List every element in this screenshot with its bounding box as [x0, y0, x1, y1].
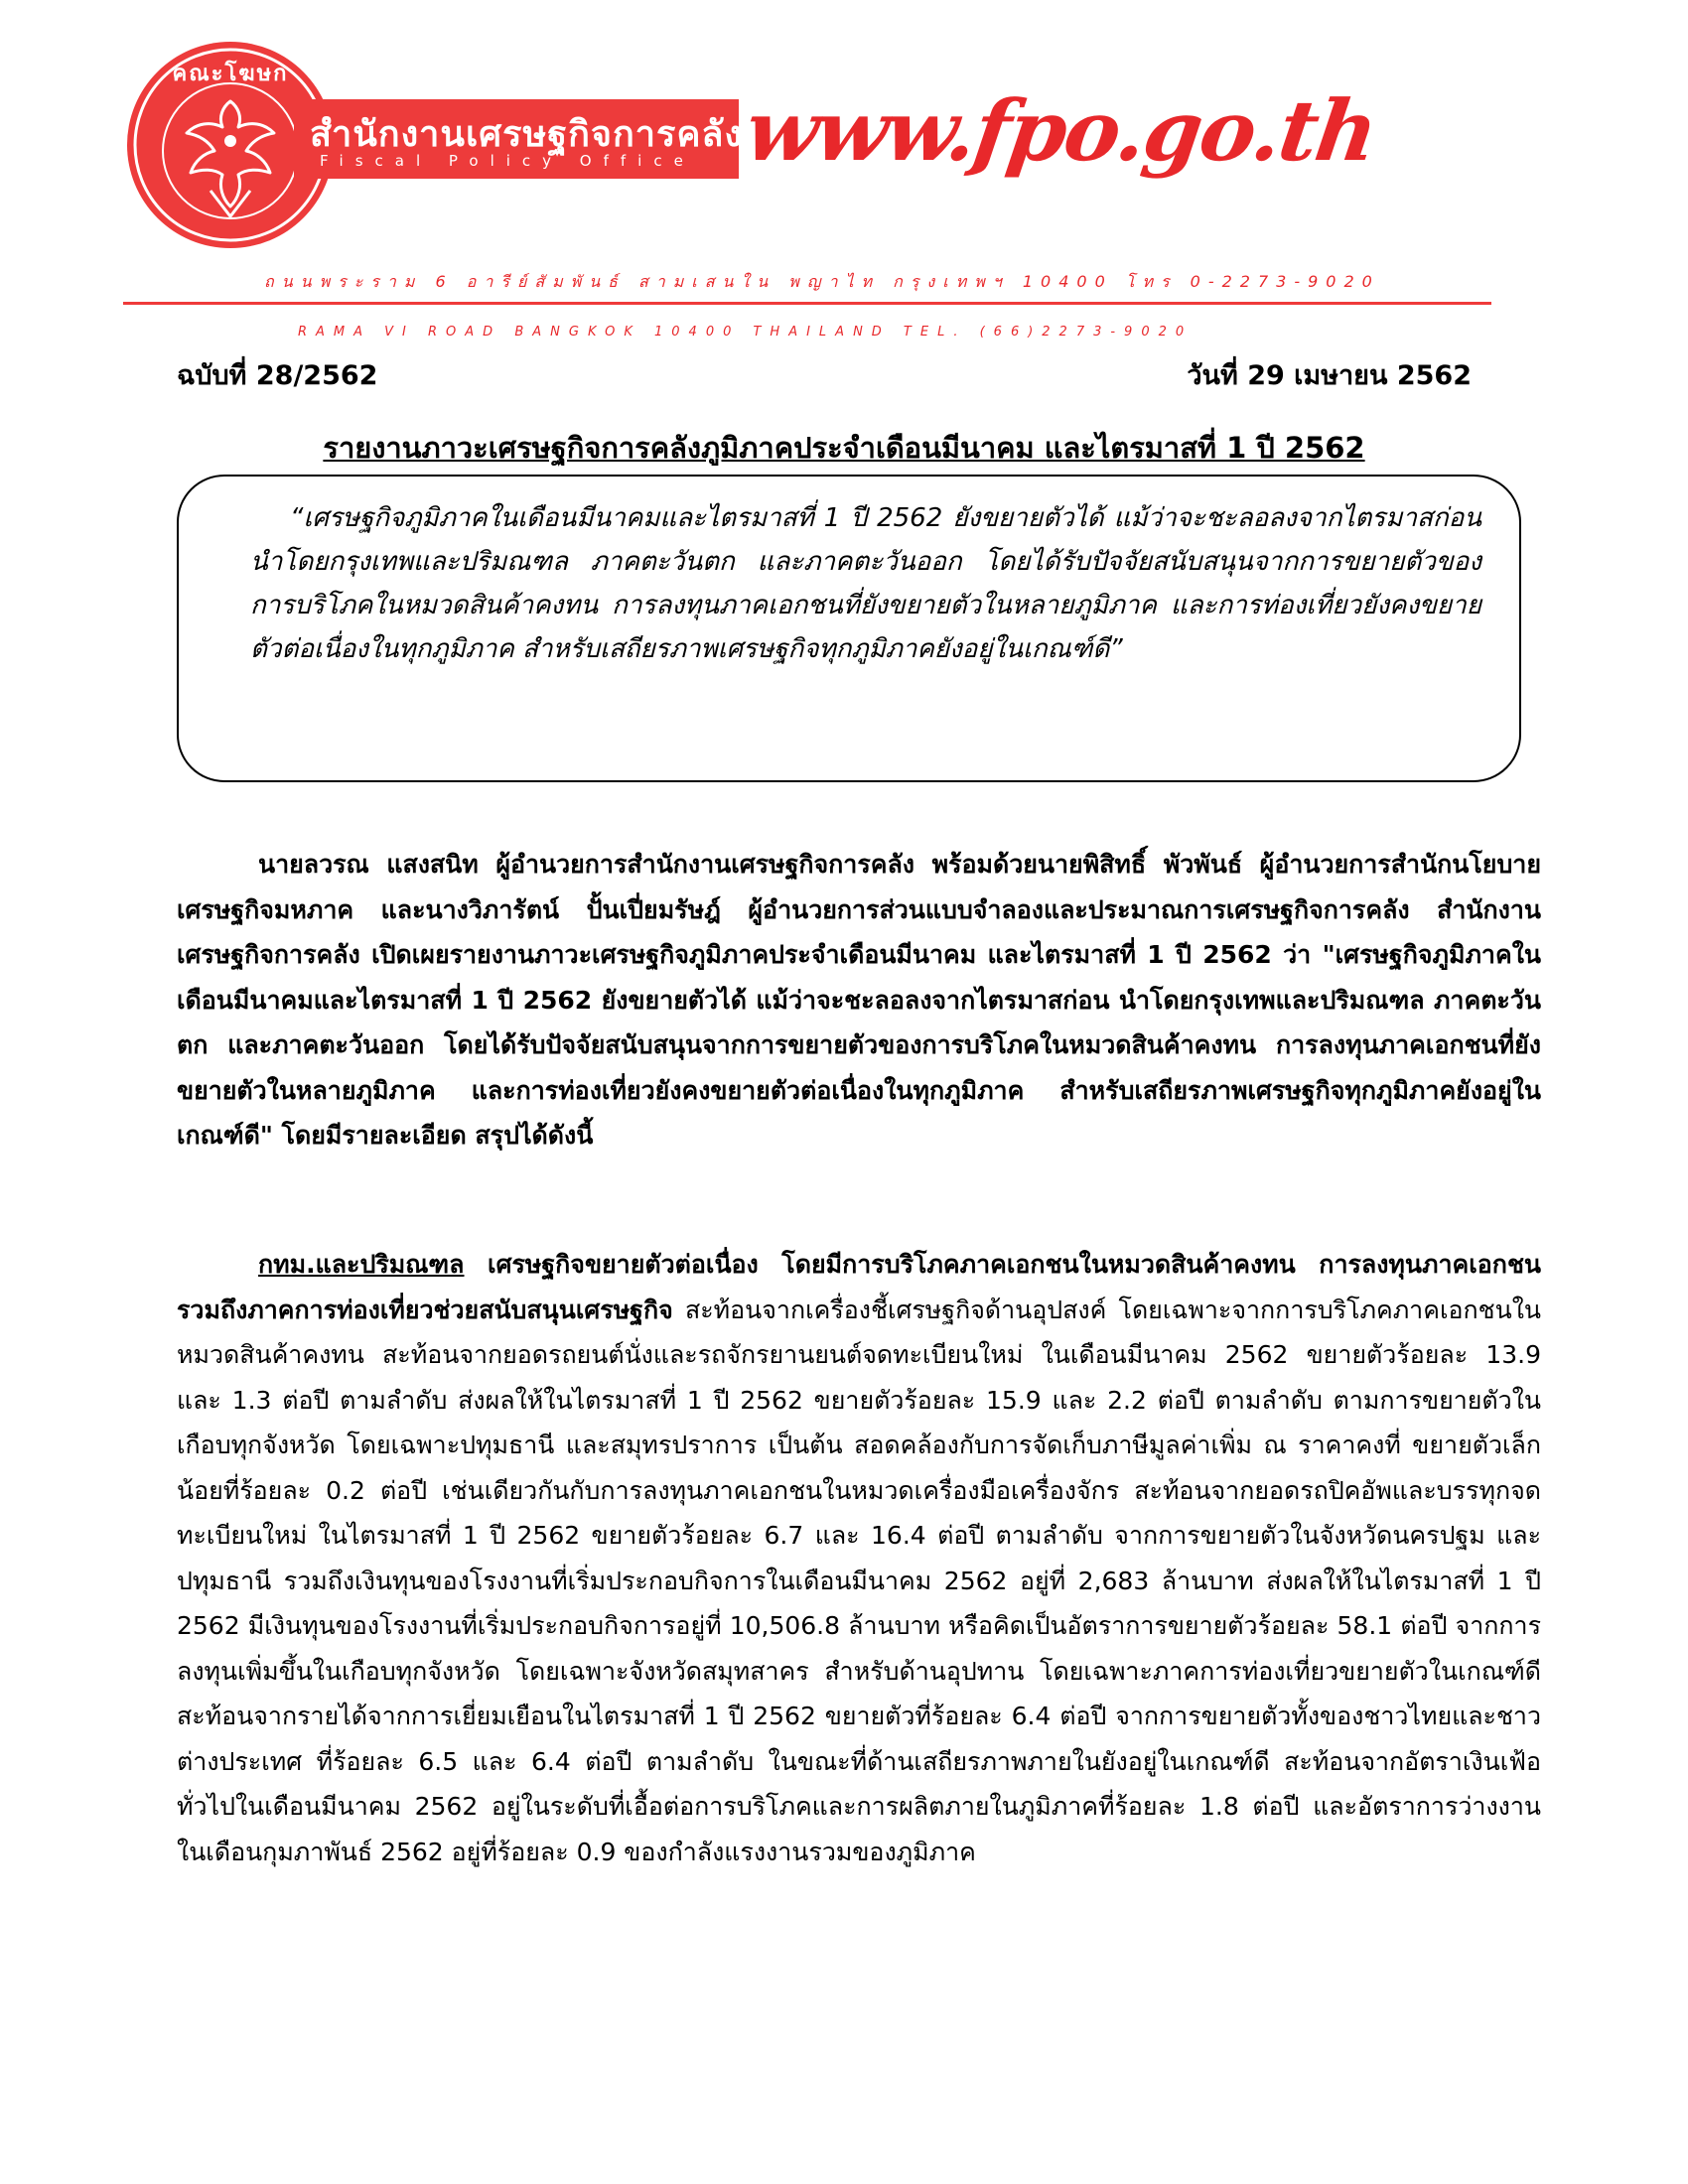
issue-date: วันที่ 29 เมษายน 2562 [1187, 360, 1472, 391]
summary-quote: “เศรษฐกิจภูมิภาคในเดือนมีนาคมและไตรมาสที่ 1 ปี 2562 ยังขยายตัวได้ แม้ว่าจะชะลอลงจากไตรมาสก่อน นำโดยกรุงเทพและปริมณฑล ภาคตะวันตก และภาคตะวันออก โดยได้รับปัจจัยสนับสนุนจากการขยายตัวของการบริโภคในหมวดสินค้าคงทน การลงทุนภาคเอกชนที่ยังขยายตัวในหลายภูมิภาค และการท่องเที่ยวยังคงขยายตัวต่อเนื่องในทุกภูมิภาค สำหรับเสถียรภาพเศรษฐกิจทุกภูมิภาคยังอยู่ในเกณฑ์ดี” [250, 503, 1481, 664]
office-banner [294, 99, 744, 179]
address-en: RAMA VI ROAD BANGKOK 10400 THAILAND TEL. (66)2273-9020 [298, 325, 1194, 340]
intro-paragraph: นายลวรณ แสงสนิท ผู้อำนวยการสำนักงานเศรษฐกิจการคลัง พร้อมด้วยนายพิสิทธิ์ พัวพันธ์ ผู้อำนวยการสำนักนโยบายเศรษฐกิจมหภาค และนางวิภารัตน์ ปั้นเปี่ยมรัษฎ์ ผู้อำนวยการส่วนแบบจำลองและประมาณการเศรษฐกิจการคลัง สำนักงานเศรษฐกิจการคลัง เปิดเผยรายงานภาวะเศรษฐกิจภูมิภาคประจำเดือนมีนาคม และไตรมาสที่ 1 ปี 2562 ว่า "เศรษฐกิจภูมิภาคในเดือนมีนาคมและไตรมาสที่ 1 ปี 2562 ยังขยายตัวได้ แม้ว่าจะชะลอลงจากไตรมาสก่อน นำโดยกรุงเทพและปริมณฑล ภาคตะวันตก และภาคตะวันออก โดยได้รับปัจจัยสนับสนุนจากการขยายตัวของการบริโภคในหมวดสินค้าคงทน การลงทุนภาคเอกชนที่ยังขยายตัวในหลายภูมิภาค และการท่องเที่ยวยังคงขยายตัวต่อเนื่องในทุกภูมิภาค สำหรับเสถียรภาพเศรษฐกิจทุกภูมิภาคยังอยู่ในเกณฑ์ดี" โดยมีรายละเอียด สรุปได้ดังนี้ [177, 850, 1541, 1150]
bkk-region-heading: กทม.และปริมณฑล [258, 1250, 465, 1279]
bkk-lead-sentence: เศรษฐกิจขยายตัวต่อเนื่อง โดยมีการบริโภคภาคเอกชนในหมวดสินค้าคงทน การลงทุนภาคเอกชน รวมถึงภาคการท่องเที่ยวช่วยสนับสนุนเศรษฐกิจ [177, 1250, 1541, 1324]
header-divider [123, 302, 1491, 305]
office-name-en: Fiscal Policy Office [320, 152, 695, 170]
website-url[interactable]: www.fpo.go.th [740, 81, 1382, 180]
address-th: ถนนพระราม 6 อารีย์สัมพันธ์ สามเสนใน พญาไท กรุงเทพฯ 10400 โทร 0-2273-9020 [264, 272, 1380, 291]
report-title: รายงานภาวะเศรษฐกิจการคลังภูมิภาคประจำเดือนมีนาคม และไตรมาสที่ 1 ปี 2562 [323, 431, 1365, 465]
office-name-th: สำนักงานเศรษฐกิจการคลัง [310, 114, 744, 155]
bkk-detail-text: สะท้อนจากเครื่องชี้เศรษฐกิจด้านอุปสงค์ โดยเฉพาะจากการบริโภคภาคเอกชนในหมวดสินค้าคงทน สะท้อนจากยอดรถยนต์นั่งและรถจักรยานยนต์จดทะเบียนใหม่ ในเดือนมีนาคม 2562 ขยายตัวร้อยละ 13.9 และ 1.3 ต่อปี ตามลำดับ ส่งผลให้ในไตรมาสที่ 1 ปี 2562 ขยายตัวร้อยละ 15.9 และ 2.2 ต่อปี ตามลำดับ ตามการขยายตัวในเกือบทุกจังหวัด โดยเฉพาะปทุมธานี และสมุทรปราการ เป็นต้น สอดคล้องกับการจัดเก็บภาษีมูลค่าเพิ่ม ณ ราคาคงที่ ขยายตัวเล็กน้อยที่ร้อยละ 0.2 ต่อปี เช่นเดียวกันกับการลงทุนภาคเอกชนในหมวดเครื่องมือเครื่องจักร สะท้อนจากยอดรถปิคอัพและบรรทุกจดทะเบียนใหม่ ในไตรมาสที่ 1 ปี 2562 ขยายตัวร้อยละ 6.7 และ 16.4 ต่อปี ตามลำดับ จากการขยายตัวในจังหวัดนครปฐม และปทุมธานี รวมถึงเงินทุนของโรงงานที่เริ่มประกอบกิจการในเดือนมีนาคม 2562 อยู่ที่ 2,683 ล้านบาท ส่งผลให้ในไตรมาสที่ 1 ปี 2562 มีเงินทุนของโรงงานที่เริ่มประกอบกิจการอยู่ที่ 10,506.8 ล้านบาท หรือคิดเป็นอัตราการขยายตัวร้อยละ 58.1 ต่อปี จากการลงทุนเพิ่มขึ้นในเกือบทุกจังหวัด โดยเฉพาะจังหวัดสมุทสาคร สำหรับด้านอุปทาน โดยเฉพาะภาคการท่องเที่ยวขยายตัวในเกณฑ์ดี สะท้อนจากรายได้จากการเยี่ยมเยือนในไตรมาสที่ 1 ปี 2562 ขยายตัวที่ร้อยละ 6.4 ต่อปี จากการขยายตัวทั้งของชาวไทยและชาวต่างประเทศ ที่ร้อยละ 6.5 และ 6.4 ต่อปี ตามลำดับ ในขณะที่ด้านเสถียรภาพภายในยังอยู่ในเกณฑ์ดี สะท้อนจากอัตราเงินเฟ้อทั่วไปในเดือนมีนาคม 2562 อยู่ในระดับที่เอื้อต่อการบริโภคและการผลิตภายในภูมิภาคที่ร้อยละ 1.8 ต่อปี และอัตราการว่างงานในเดือนกุมภาพันธ์ 2562 อยู่ที่ร้อยละ 0.9 ของกำลังแรงงานรวมของภูมิภาค [177, 1295, 1541, 1866]
issue-number: ฉบับที่ 28/2562 [177, 360, 378, 391]
bkk-paragraph [177, 1242, 1541, 1874]
seal-text: คณะโฆษก [172, 62, 289, 86]
summary-quote-box [177, 475, 1521, 782]
